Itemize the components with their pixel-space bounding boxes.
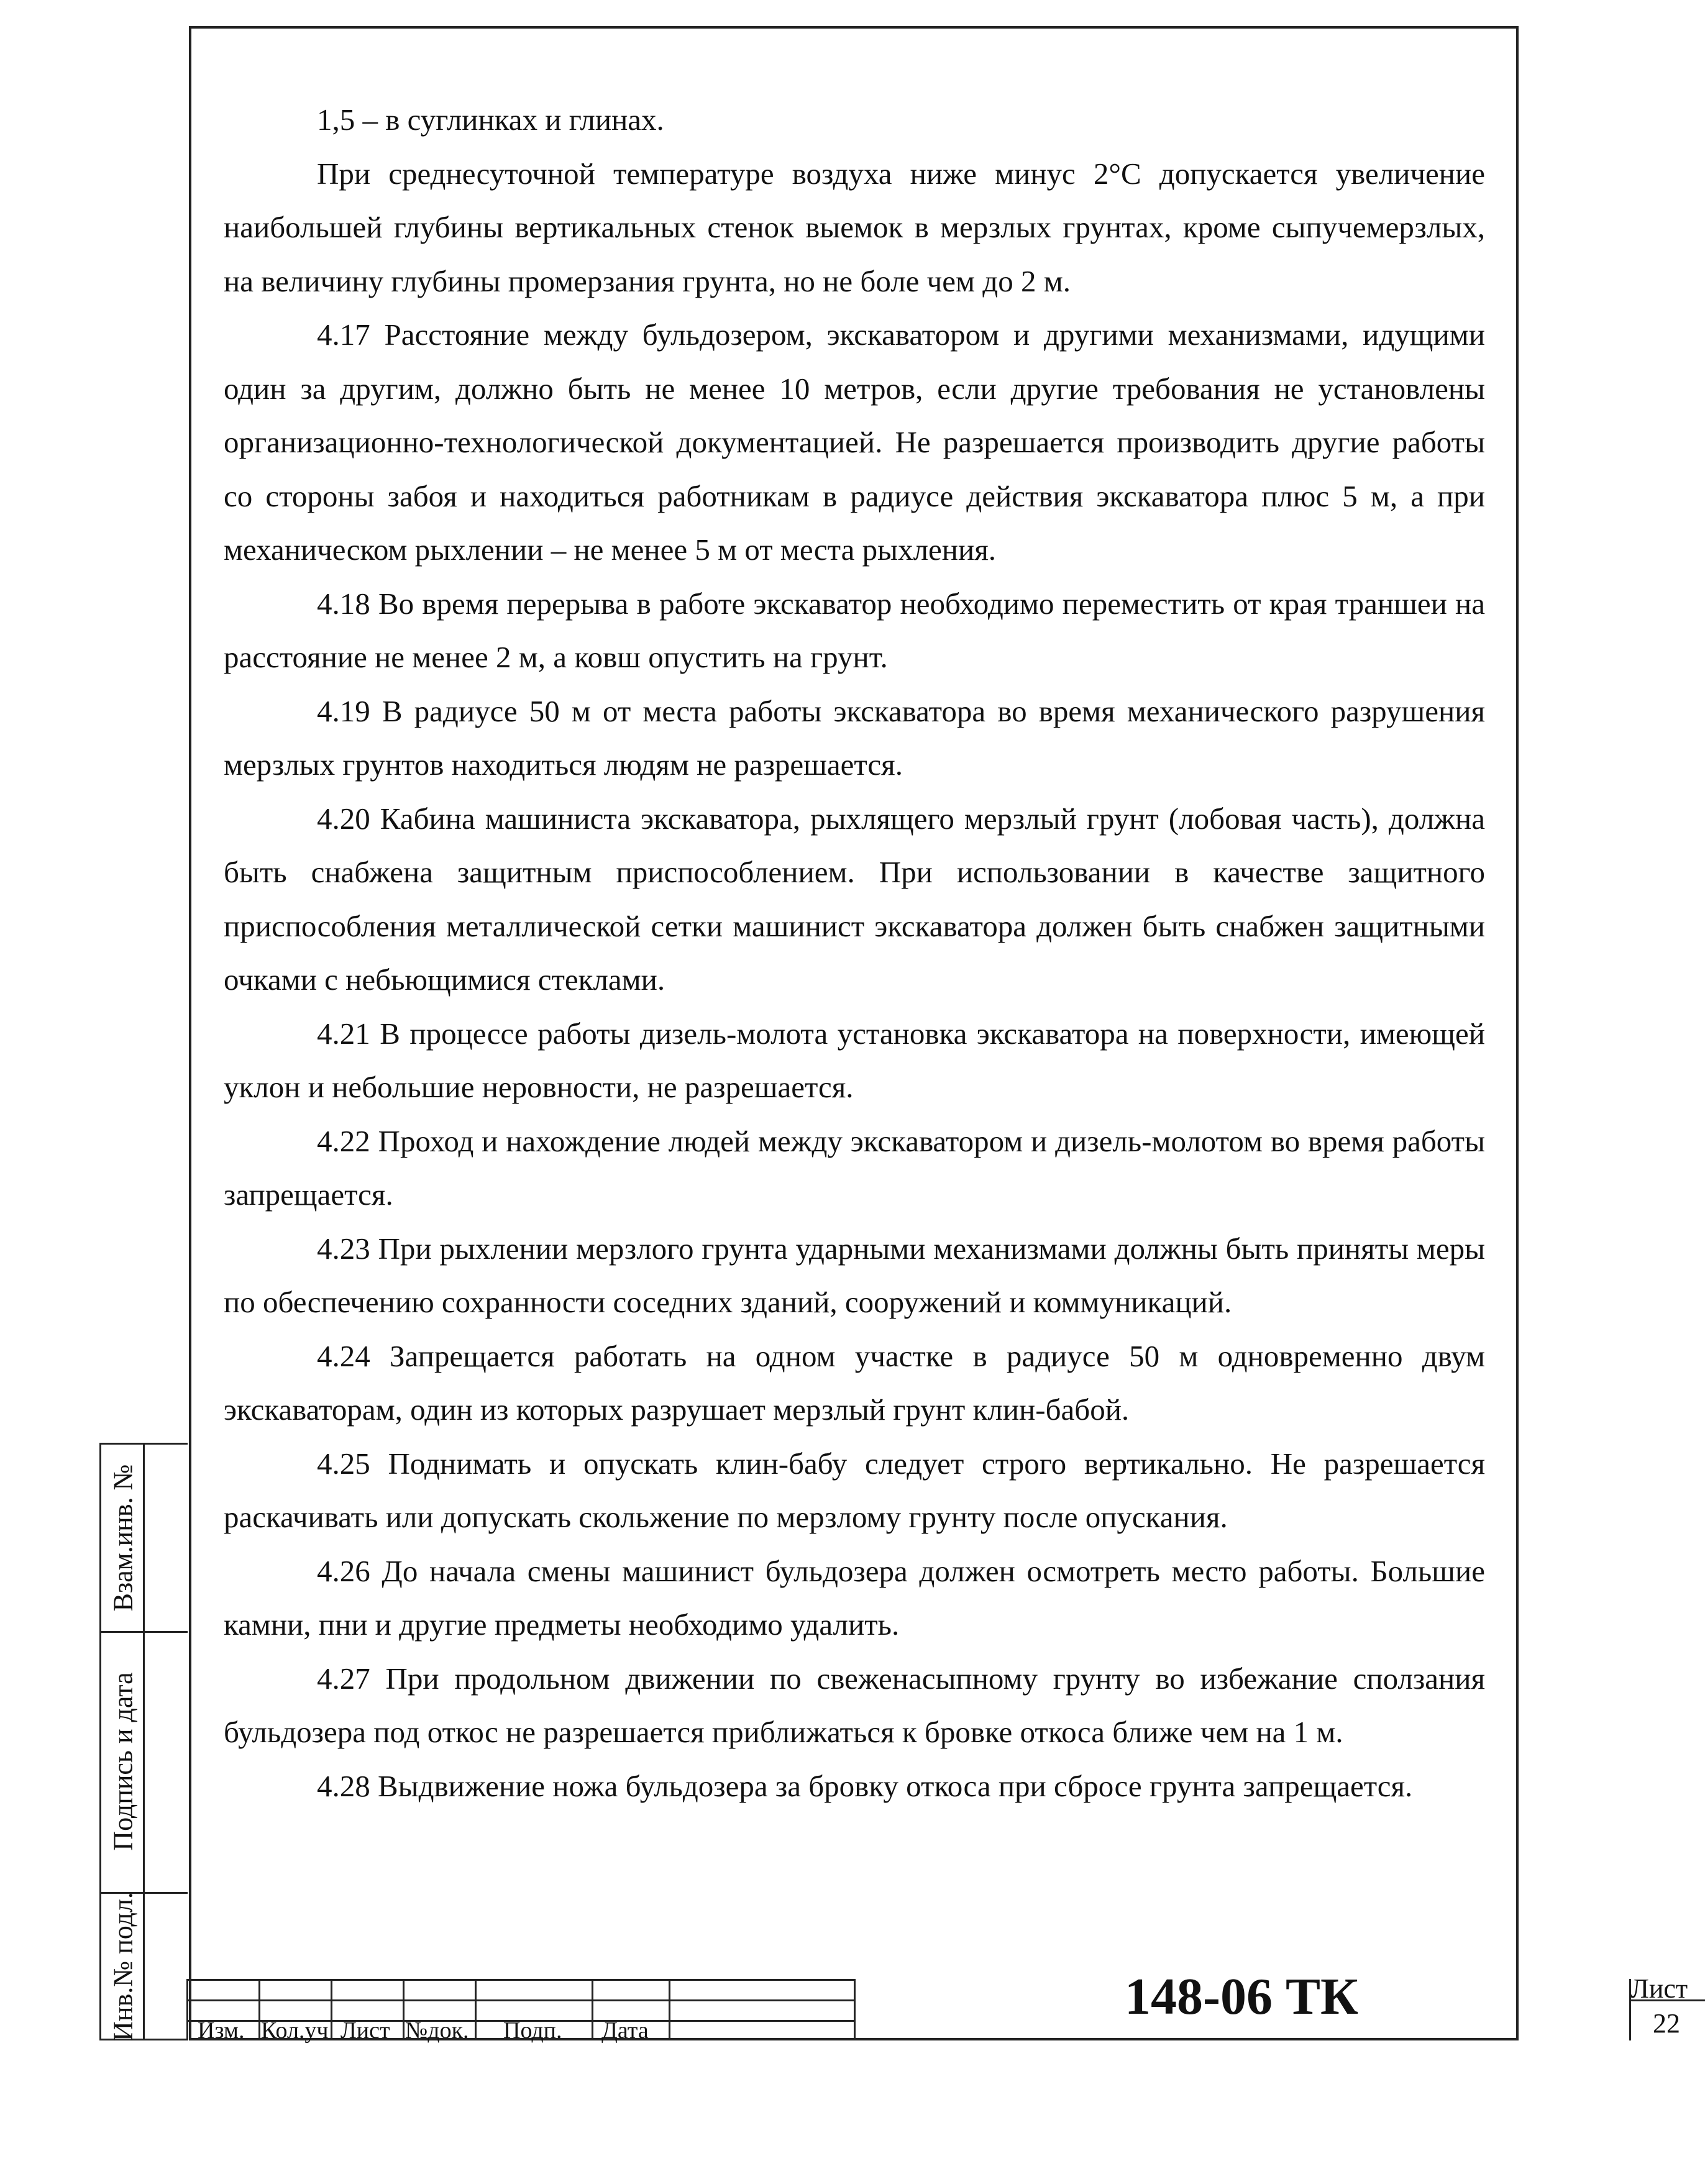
paragraph: 4.19 В радиусе 50 м от места работы экскаватора во время механического разрушения мерзлых грунтов находиться людям не разрешается. bbox=[224, 693, 1485, 782]
title-block-line bbox=[186, 1999, 854, 2001]
signature-date-label: Подпись и дата bbox=[107, 1672, 139, 1851]
paragraph: 4.18 Во время перерыва в работе экскаватор необходимо переместить от края траншеи на расстояние не менее 2 м, а ковш опустить на грунт. bbox=[224, 586, 1485, 674]
title-block-col bbox=[669, 1979, 670, 2040]
paragraph: 4.24 Запрещается работать на одном участке в радиусе 50 м одновременно двум экскаваторам, один из которых разрушает мерзлый грунт клин-бабой. bbox=[224, 1338, 1485, 1427]
side-stamp-divider bbox=[101, 1631, 188, 1633]
paragraph: При среднесуточной температуре воздуха ниже минус 2°С допускается увеличение наибольшей глубины вертикальных стенок выемок в мерзлых грунтах, кроме сыпучемерзлых, на величину глубины промерзания грунта, но не боле чем до 2 м. bbox=[224, 156, 1485, 298]
header-revision: Изм. bbox=[198, 2017, 245, 2044]
paragraph: 1,5 – в суглинках и глинах. bbox=[317, 103, 664, 137]
title-block-col bbox=[403, 1979, 405, 2040]
sheet-number: 22 bbox=[1653, 2008, 1680, 2039]
header-date: Дата bbox=[601, 2017, 649, 2044]
title-block-line bbox=[186, 1979, 854, 1981]
paragraph: 4.17 Расстояние между бульдозером, экскаватором и другими механизмами, идущими один за другим, должно быть не менее 10 метров, если другие требования не установлены организационно-технологической документацией. Не разрешается производить другие работы со стороны забоя и находиться работникам в радиусе действия экскаватора плюс 5 м, а при механическом рыхлении – не менее 5 м от места рыхления. bbox=[224, 318, 1485, 567]
header-quantity: Кол.уч bbox=[261, 2017, 329, 2044]
title-block-col bbox=[331, 1979, 332, 2040]
side-stamp bbox=[99, 1443, 188, 2040]
title-block-col bbox=[186, 1979, 188, 2040]
title-block-col bbox=[592, 1979, 593, 2040]
paragraph: 4.22 Проход и нахождение людей между экскаватором и дизель-молотом во время работы запрещается. bbox=[224, 1123, 1485, 1212]
document-body bbox=[224, 93, 1485, 1813]
paragraph: 4.20 Кабина машиниста экскаватора, рыхлящего мерзлый грунт (лобовая часть), должна быть снабжена защитным приспособлением. При использовании в качестве защитного приспособления металлической сетки машинист экскаватора должен быть снабжен защитными очками с небьющимися стеклами. bbox=[224, 801, 1485, 997]
header-signature: Подп. bbox=[503, 2017, 562, 2044]
paragraph: 4.21 В процессе работы дизель-молота установка экскаватора на поверхности, имеющей уклон и небольшие неровности, не разрешается. bbox=[224, 1016, 1485, 1104]
title-block bbox=[186, 1968, 1688, 2044]
title-block-col bbox=[258, 1979, 260, 2040]
paragraph: 4.25 Поднимать и опускать клин-бабу следует строго вертикально. Не разрешается раскачивать или допускать скольжение по мерзлому грунту после опускания. bbox=[224, 1446, 1485, 1534]
sheet-label: Лист bbox=[1630, 1973, 1688, 2004]
header-doc-number: №док. bbox=[405, 2017, 469, 2044]
header-sheet: Лист bbox=[341, 2017, 390, 2044]
paragraph: 4.27 При продольном движении по свеженасыпному грунту во избежание сползания бульдозера под откос не разрешается приближаться к бровке откоса ближе чем на 1 м. bbox=[224, 1661, 1485, 1749]
replaced-inventory-label: Взам.инв. № bbox=[107, 1464, 139, 1612]
paragraph: 4.28 Выдвижение ножа бульдозера за бровку откоса при сбросе грунта запрещается. bbox=[317, 1768, 1413, 1803]
title-block-col bbox=[475, 1979, 477, 2040]
document-code: 148-06 ТК bbox=[1125, 1968, 1358, 2026]
paragraph: 4.26 До начала смены машинист бульдозера должен осмотреть место работы. Большие камни, пни и другие предметы необходимо удалить. bbox=[224, 1553, 1485, 1642]
original-inventory-label: Инв.№ подл. bbox=[107, 1892, 139, 2041]
paragraph: 4.23 При рыхлении мерзлого грунта ударными механизмами должны быть приняты меры по обеспечению сохранности соседних зданий, сооружений и коммуникаций. bbox=[224, 1231, 1485, 1319]
